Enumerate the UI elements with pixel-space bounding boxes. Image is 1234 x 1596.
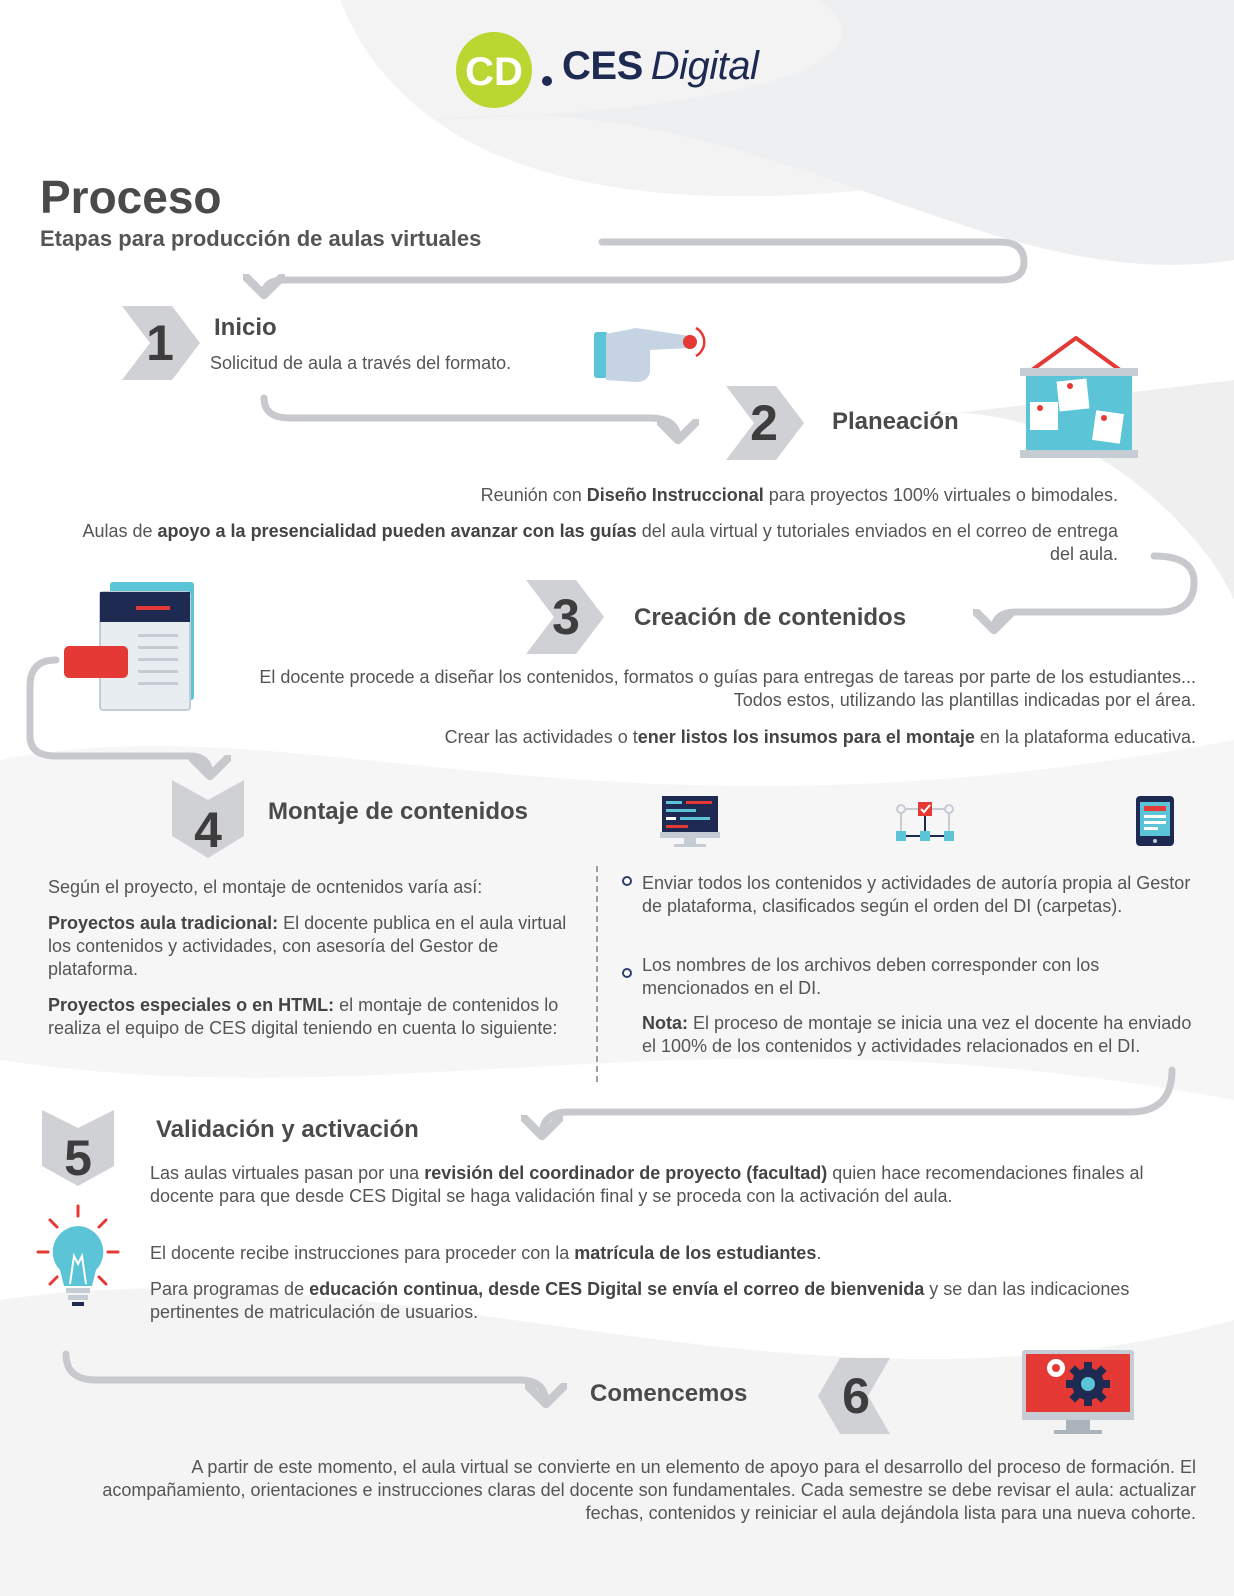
page-title: Proceso: [40, 171, 222, 223]
step-6-number: 6: [842, 1368, 870, 1424]
step-1-number: 1: [146, 315, 174, 371]
step-5-number: 5: [64, 1130, 92, 1186]
step-5-paragraph-1: Las aulas virtuales pasan por una revisión del coordinador de proyecto (facultad) quien hace recomendaciones finales al docente para que desde CES Digital se haga validación final y se proceda con la activación del aula.: [150, 1163, 1144, 1206]
step-6-title: Comencemos: [590, 1380, 748, 1407]
brand-name-light: Digital: [650, 44, 759, 88]
bullet-dot-icon: [622, 968, 632, 978]
step-4-bullet-2: Los nombres de los archivos deben corresponder con los mencionados en el DI.: [642, 955, 1100, 998]
logo-mark: [456, 32, 532, 108]
step-2-paragraph-2: Aulas de apoyo a la presencialidad pueden avanzar con las guías del aula virtual y tutoriales enviados en el correo de entrega del aula.: [82, 521, 1118, 564]
step-4-number: 4: [194, 802, 222, 858]
step-4-traditional: Proyectos aula tradicional: El docente publica en el aula virtual los contenidos y actividades, con asesoría del Gestor de plataforma.: [48, 913, 567, 979]
logo-dot: [542, 76, 552, 86]
brand-name-bold: CES: [562, 44, 643, 88]
step-4-bullet-1: Enviar todos los contenidos y actividades de autoría propia al Gestor de plataforma, clasificados según el orden del DI (carpetas).: [642, 873, 1191, 916]
step-4-title: Montaje de contenidos: [268, 798, 529, 825]
step-4-note: Nota: El proceso de montaje se inicia una vez el docente ha enviado el 100% de los contenidos y actividades relacionados en el DI.: [642, 1013, 1192, 1056]
notice-board-icon: [1020, 338, 1138, 458]
page-subtitle: Etapas para producción de aulas virtuales: [40, 226, 482, 251]
step-4-intro: Según el proyecto, el montaje de ocntenidos varía así:: [48, 877, 483, 897]
bullet-dot-icon: [622, 876, 632, 886]
step-5-paragraph-2: El docente recibe instrucciones para proceder con la matrícula de los estudiantes.: [150, 1243, 822, 1263]
column-divider: [596, 866, 598, 1082]
step-1-title: Inicio: [214, 314, 277, 341]
step-2-paragraph-1: Reunión con Diseño Instruccional para proyectos 100% virtuales o bimodales.: [480, 485, 1118, 505]
step-2-number: 2: [750, 395, 778, 451]
step-3-title: Creación de contenidos: [634, 604, 907, 631]
step-3-number: 3: [552, 589, 580, 645]
step-2-title: Planeación: [832, 408, 959, 435]
step-4-special: Proyectos especiales o en HTML: el montaje de contenidos lo realiza el equipo de CES digital teniendo en cuenta lo siguiente:: [48, 995, 559, 1038]
tablet-icon: [1136, 796, 1174, 846]
documents-icon: [64, 582, 194, 710]
step-5-paragraph-3: Para programas de educación continua, desde CES Digital se envía el correo de bienvenida y se dan las indicaciones pertinentes de matriculación de usuarios.: [150, 1279, 1130, 1322]
step-3-paragraph-1: El docente procede a diseñar los contenidos, formatos o guías para entregas de tareas por parte de los estudiantes... Todos estos, utilizando las plantillas indicadas por el área.: [259, 667, 1196, 710]
finger-press-button-icon: [594, 328, 704, 382]
svg-text:CD: CD: [465, 50, 523, 94]
brand-logo: [562, 44, 758, 89]
step-3-paragraph-2: Crear las actividades o tener listos los insumos para el montaje en la plataforma educativa.: [444, 727, 1196, 747]
step-1-text: Solicitud de aula a través del formato.: [210, 353, 512, 373]
step-6-text: A partir de este momento, el aula virtual se convierte en un elemento de apoyo para el desarrollo del proceso de formación. El acompañamiento, orientaciones e instrucciones claras del docente son fundamentales. Cada semestre se debe revisar el aula: actualizar fechas, contenidos y reiniciar el aula dejándola lista para una nueva cohorte.: [102, 1457, 1196, 1523]
step-5-title: Validación y activación: [156, 1116, 419, 1143]
